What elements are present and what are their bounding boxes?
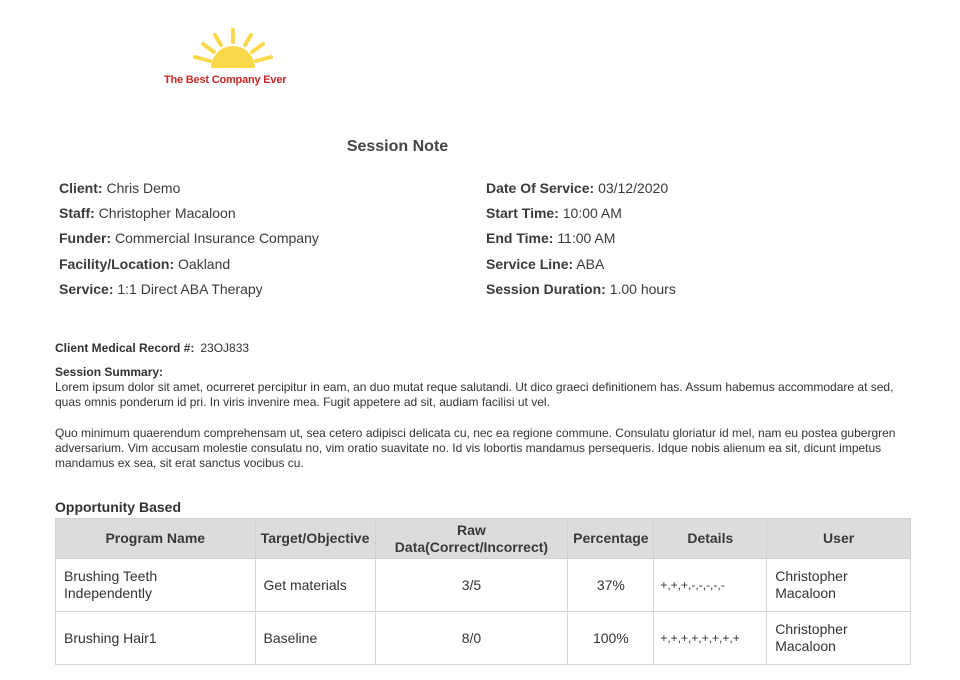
cell-program-name: Brushing Teeth Independently [56,559,256,612]
company-logo [160,28,305,90]
col-header-percentage: Percentage [568,519,654,559]
summary-paragraph-2: Quo minimum quaerendum comprehensam ut, sea cetero adipisci delicata cu, nec ea regione commune. Consulatu gloriatur id mel, nam eu postea gubergren adversarium. Vim accusam molestie consulatu no, vim oratio suavitate no. Id vis lobortis mandamus persequeris. Idque nobis alienum ea sit, dicunt impetus mandamus ex sea, sit erat sanctus vocibus cu. [55,426,896,470]
cell-program-name: Brushing Hair1 [56,612,256,665]
info-service [59,278,319,303]
info-label: Service Line: [486,255,574,272]
cell-target: Get materials [255,559,375,612]
info-label: Service: [59,280,114,297]
sun-icon [187,28,279,72]
section-title-opportunity: Opportunity Based [55,499,182,515]
info-value: Christopher Macaloon [98,205,236,222]
info-value: 1.00 hours [609,280,676,297]
cell-raw-data: 8/0 [375,612,568,665]
summary-paragraph-1: Lorem ipsum dolor sit amet, ocurreret percipitur in eam, an duo mutat reque salutandi. Ut dico graeci definitionem has. Assum habemus accommodare at sed, quas omnis ponderum id pri. In viris invenire mea. Fugit appetere ad sit, audiam facilisi ut vel. [55,380,894,409]
info-label: Start Time: [486,205,559,222]
table-header-row [56,519,911,559]
info-label: Staff: [59,205,95,222]
info-value: Commercial Insurance Company [115,230,319,247]
col-header-program-name: Program Name [56,519,256,559]
info-label: End Time: [486,230,554,247]
info-start-time [486,202,676,227]
info-value: 10:00 AM [562,205,622,222]
info-value: 03/12/2020 [598,180,669,196]
cell-details: +,+,+,-,-,-,-,- [654,559,767,612]
info-label: Date Of Service: [486,180,595,196]
logo-text: The Best Company Ever [164,74,287,86]
session-summary [55,365,915,471]
cell-target: Baseline [255,612,375,665]
col-header-user: User [767,519,911,559]
cell-raw-data: 3/5 [375,559,568,612]
info-staff [59,202,319,227]
info-value: ABA [576,255,605,272]
info-date-of-service [486,177,676,202]
session-info-right [486,177,676,303]
info-funder [59,227,319,252]
info-value: 11:00 AM [557,230,616,247]
page-title: Session Note [346,138,449,155]
session-info-left [59,177,319,303]
cell-percentage: 100% [568,612,654,665]
cell-percentage: 37% [568,559,654,612]
table-row [56,612,911,665]
col-header-target: Target/Objective [255,519,375,559]
cell-user: Christopher Macaloon [767,612,911,665]
info-label: Facility/Location: [59,255,175,272]
info-value: Chris Demo [106,180,181,196]
col-header-details: Details [654,519,767,559]
info-label: Funder: [59,230,112,247]
table-row [56,559,911,612]
cell-user: Christopher Macaloon [767,559,911,612]
medical-record-value: 23OJ833 [200,341,250,355]
info-session-duration [486,278,676,303]
session-summary-label: Session Summary: [55,365,164,379]
info-end-time [486,227,676,252]
medical-record-number [55,341,249,355]
cell-details: +,+,+,+,+,+,+,+ [654,612,767,665]
info-label: Client: [59,180,103,196]
info-facility [59,253,319,278]
info-value: Oakland [178,255,231,272]
info-value: 1:1 Direct ABA Therapy [117,280,263,297]
opportunity-table [55,518,911,665]
info-label: Session Duration: [486,280,606,297]
info-client [59,177,319,202]
col-header-raw-data: Raw Data(Correct/Incorrect) [375,519,568,559]
info-service-line [486,253,676,278]
medical-record-label: Client Medical Record #: [55,341,195,355]
